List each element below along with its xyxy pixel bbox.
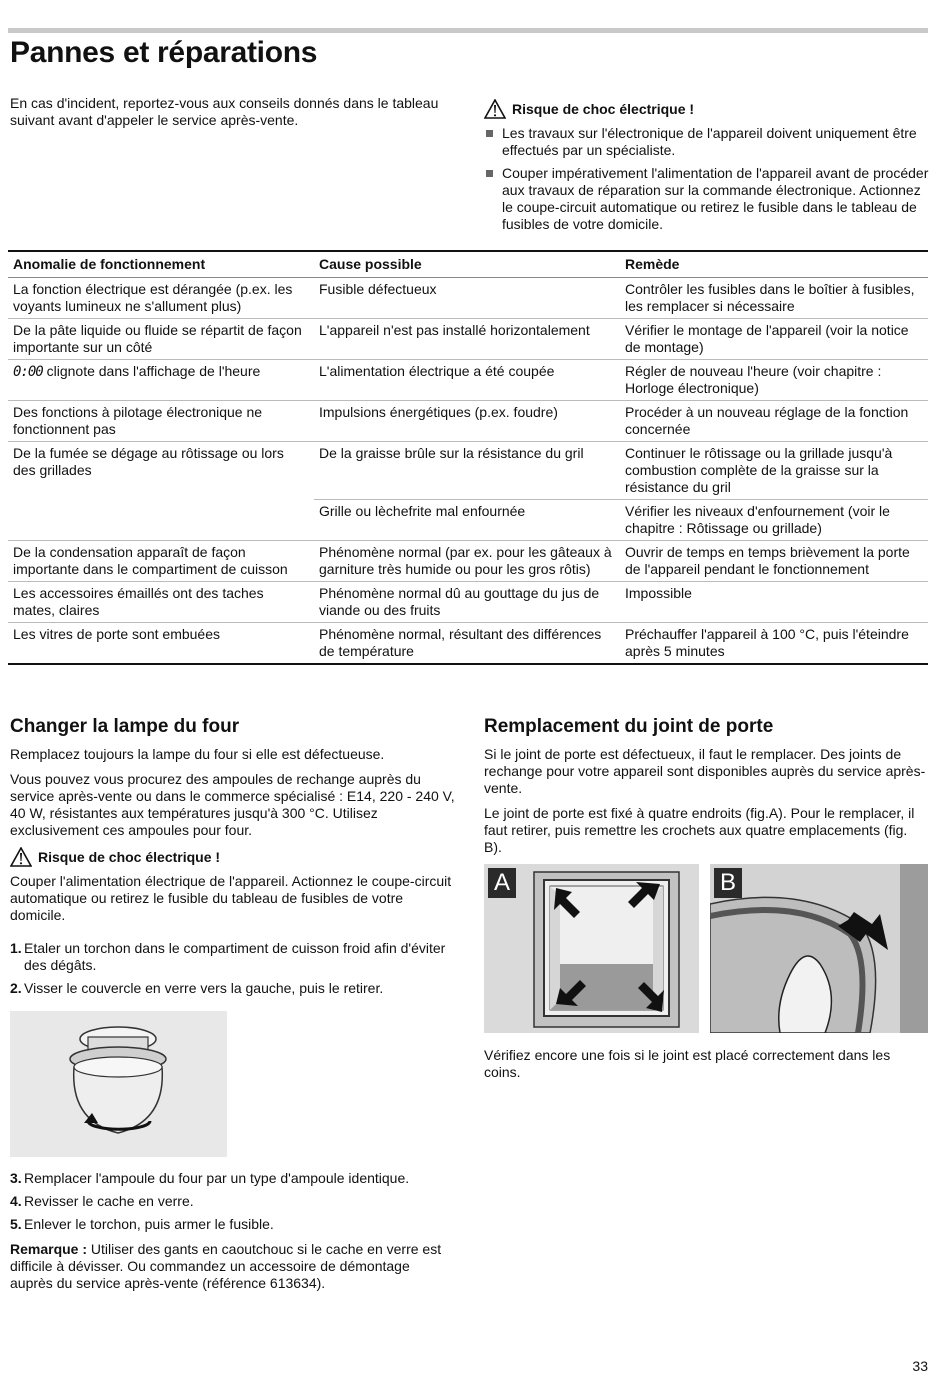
figure-a-door-seal [484, 864, 699, 1033]
seal-paragraph-1: Si le joint de porte est défectueux, il faut le remplacer. Des joints de rechange pour votre appareil sont disponibles auprès du service après-vente. [484, 746, 926, 796]
warning-bullet: Couper impérativement l'alimentation de l'appareil avant de procéder aux travaux de réparation sur la commande électronique. Actionnez le coupe-circuit automatique ou retirez le fusible dans le tableau de fusibles de votre domicile. [484, 165, 930, 233]
table-row: 0:00 clignote dans l'affichage de l'heure L'alimentation électrique a été coupée Régler de nouveau l'heure (voir chapitre : Horloge électronique) [8, 360, 928, 401]
table-row: Les accessoires émaillés ont des taches mates, claires Phénomène normal dû au gouttage du jus de viande ou des fruits Impossible [8, 582, 928, 623]
troubleshooting-table [8, 250, 928, 665]
header-remedy: Remède [620, 251, 928, 278]
figure-b-door-seal-hook [710, 864, 928, 1033]
lamp-warning-title: Risque de choc électrique ! [10, 847, 455, 867]
figure-b-drawing [710, 864, 928, 1033]
warning-bullet: Les travaux sur l'électronique de l'appareil doivent uniquement être effectués par un spécialiste. [484, 125, 930, 159]
lamp-cover-illustration [10, 1011, 227, 1157]
table-row: De la fumée se dégage au rôtissage ou lors des grillades De la graisse brûle sur la résistance du gril Continuer le rôtissage ou la grillade jusqu'à combustion complète de la graisse sur la résistance du gril [8, 442, 928, 500]
seal-section [484, 716, 928, 856]
table-row: De la pâte liquide ou fluide se répartit de façon importante sur un côté L'appareil n'est pas installé horizontalement Vérifier le montage de l'appareil (voir la notice de montage) [8, 319, 928, 360]
seal-paragraph-3: Vérifiez encore une fois si le joint est placé correctement dans les coins. [484, 1047, 891, 1080]
seal-section-title: Remplacement du joint de porte [484, 716, 774, 737]
lamp-paragraph-1: Remplacez toujours la lampe du four si elle est défectueuse. [10, 746, 385, 762]
figure-a-drawing [484, 864, 699, 1033]
lamp-warning-text: Couper l'alimentation électrique de l'appareil. Actionnez le coupe-circuit automatique ou retirez le fusible du tableau de fusibles de votre domicile. [10, 873, 452, 923]
page-title: Pannes et réparations [10, 36, 318, 69]
figure-b-label: B [714, 868, 742, 898]
table-row: La fonction électrique est dérangée (p.ex. les voyants lumineux ne s'allument plus) Fusible défectueux Contrôler les fusibles dans le boîtier à fusibles, les remplacer si nécessaire [8, 278, 928, 319]
lamp-paragraph-2: Vous pouvez vous procurez des ampoules de rechange auprès du service après-vente ou dans le commerce spécialisé : E14, 220 - 240 V, 40 W, résistantes aux températures jusqu'à 300 °C. Utilisez exclusivement ces ampoules pour four. [10, 771, 455, 838]
warning-box-top [484, 99, 930, 239]
header-anomaly: Anomalie de fonctionnement [8, 251, 314, 278]
warning-triangle-icon [484, 99, 506, 119]
lamp-section-continued [10, 1170, 455, 1292]
header-cause: Cause possible [314, 251, 620, 278]
figure-a-label: A [488, 868, 516, 898]
bullet-square-icon [486, 130, 493, 137]
seal-paragraph-2: Le joint de porte est fixé à quatre endroits (fig.A). Pour le remplacer, il faut retirer, puis remettre les crochets aux quatre emplacements (fig. B). [484, 805, 915, 855]
warning-title: Risque de choc électrique ! [484, 99, 930, 119]
lamp-step: 5. Enlever le torchon, puis armer le fusible. [10, 1216, 274, 1232]
lamp-cover-drawing [10, 1011, 227, 1157]
lamp-step: 2. Visser le couvercle en verre vers la gauche, puis le retirer. [10, 980, 384, 996]
table-row: Les vitres de porte sont embuées Phénomène normal, résultant des différences de température Préchauffer l'appareil à 100 °C, puis l'éteindre après 5 minutes [8, 623, 928, 665]
bullet-square-icon [486, 170, 493, 177]
lamp-section-title: Changer la lampe du four [10, 716, 240, 737]
table-row: Grille ou lèchefrite mal enfournée Vérifier les niveaux d'enfournement (voir le chapitre : Rôtissage ou grillade) [8, 500, 928, 541]
lamp-step: 4. Revisser le cache en verre. [10, 1193, 194, 1209]
top-rule [8, 28, 928, 33]
intro-text: En cas d'incident, reportez-vous aux conseils donnés dans le tableau suivant avant d'appeler le service après-vente. [10, 95, 439, 128]
lamp-section [10, 716, 455, 997]
lamp-step: 3. Remplacer l'ampoule du four par un type d'ampoule identique. [10, 1170, 410, 1186]
warning-triangle-icon [10, 847, 32, 867]
clock-display-symbol: 0:00 [13, 364, 43, 380]
lamp-note: Remarque : Utiliser des gants en caoutchouc si le cache en verre est difficile à dévisser. Ou commandez un accessoire de démontage auprès du service après-vente (référence 613634). [10, 1241, 442, 1291]
table-row: De la condensation apparaît de façon importante dans le compartiment de cuisson Phénomène normal (par ex. pour les gâteaux à garniture très humide ou pour les gros rôtis) Ouvrir de temps en temps brièvement la porte de l'appareil pendant le fonctionnement [8, 541, 928, 582]
page-number: 33 [912, 1358, 928, 1374]
lamp-step: 1. Etaler un torchon dans le compartiment de cuisson froid afin d'éviter des dégâts. [10, 940, 446, 973]
table-header-row [8, 251, 928, 278]
table-row: Des fonctions à pilotage électronique ne fonctionnent pas Impulsions énergétiques (p.ex. foudre) Procéder à un nouveau réglage de la fonction concernée [8, 401, 928, 442]
